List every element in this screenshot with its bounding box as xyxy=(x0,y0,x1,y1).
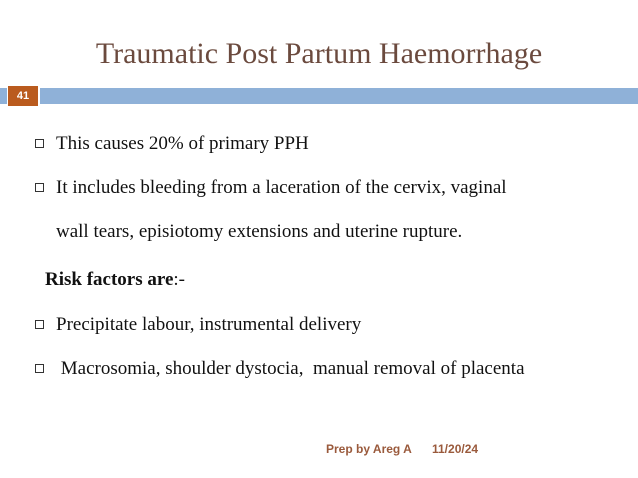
bullet-square-icon xyxy=(35,364,44,373)
bullet-text-1: This causes 20% of primary PPH xyxy=(56,133,309,154)
risk-factors-heading-bold: Risk factors are xyxy=(45,269,174,290)
bullet-text-2-line2: wall tears, episiotomy extensions and uterine rupture. xyxy=(56,221,463,242)
bullet-square-icon xyxy=(35,183,44,192)
risk-factors-heading-suffix: :- xyxy=(173,269,186,290)
risk-bullet-2: Macrosomia, shoulder dystocia, manual removal of placenta xyxy=(56,358,525,379)
header-rule-right xyxy=(40,88,638,104)
bullet-square-icon xyxy=(35,320,44,329)
bullet-text-2-line1: It includes bleeding from a laceration of the cervix, vaginal xyxy=(56,177,507,198)
footer-date: 11/20/24 xyxy=(432,442,479,456)
footer-author: Prep by Areg A xyxy=(326,442,412,456)
risk-bullet-1: Precipitate labour, instrumental delivery xyxy=(56,314,362,335)
header-rule-left xyxy=(0,88,7,104)
slide-number-badge: 41 xyxy=(8,86,38,106)
bullet-square-icon xyxy=(35,139,44,148)
slide-title: Traumatic Post Partum Haemorrhage xyxy=(95,37,543,70)
risk-factors-heading xyxy=(45,268,185,292)
